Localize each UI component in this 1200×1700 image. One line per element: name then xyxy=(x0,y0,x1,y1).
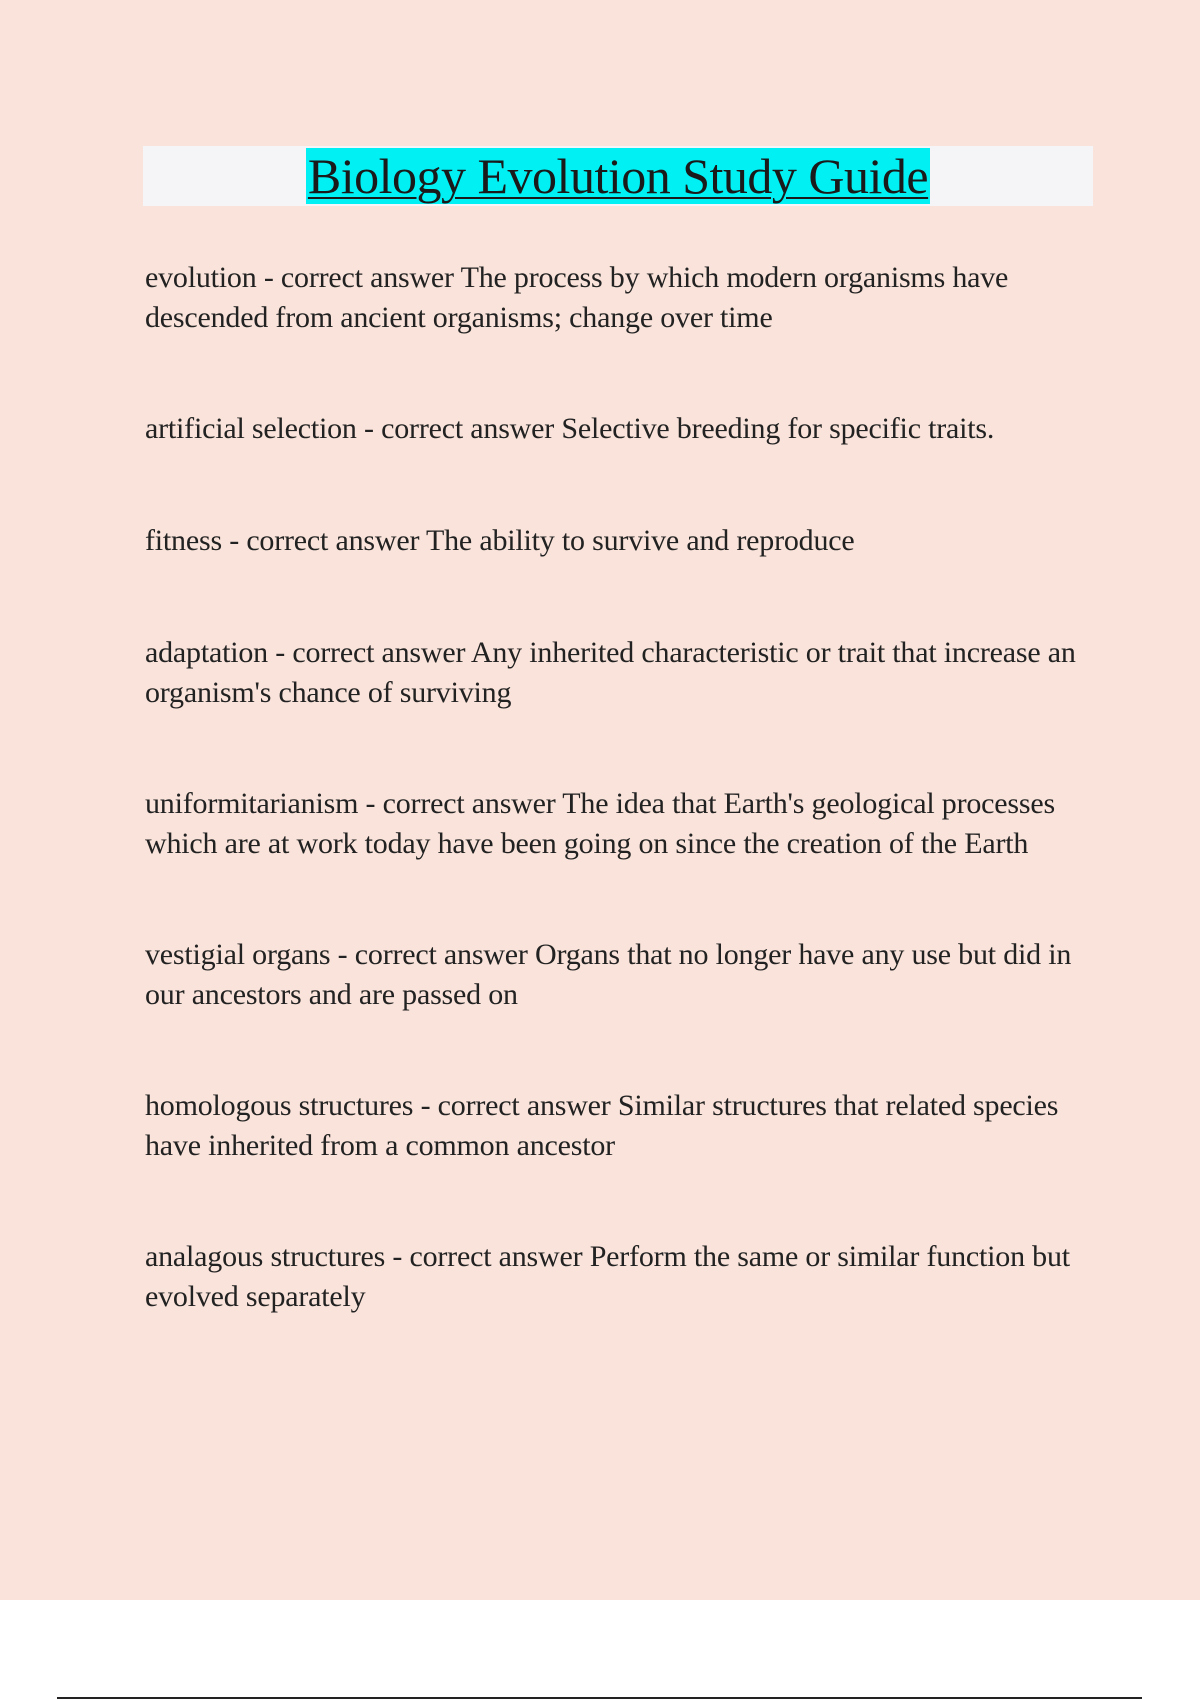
entry-adaptation: adaptation - correct answer Any inherited characteristic or trait that increase an organism's chance of surviving xyxy=(145,636,1076,709)
entry-evolution: evolution - correct answer The process by which modern organisms have descended from ancient organisms; change over time xyxy=(145,261,1009,334)
entry-uniformitarianism: uniformitarianism - correct answer The idea that Earth's geological processes which are at work today have been going on since the creation of the Earth xyxy=(145,787,1055,860)
entry-artificial-selection: artificial selection - correct answer Selective breeding for specific traits. xyxy=(145,412,995,445)
entry-homologous-structures: homologous structures - correct answer Similar structures that related species have inherited from a common ancestor xyxy=(145,1089,1059,1162)
title-highlight: Biology Evolution Study Guide xyxy=(307,148,929,204)
page-title xyxy=(306,146,930,206)
entry-fitness: fitness - correct answer The ability to survive and reproduce xyxy=(145,524,855,557)
entry-list xyxy=(145,258,1095,1388)
footer-divider xyxy=(57,1697,1142,1699)
entry-analagous-structures: analagous structures - correct answer Perform the same or similar function but evolved separately xyxy=(145,1240,1070,1313)
title-band xyxy=(143,146,1093,206)
entry-vestigial-organs: vestigial organs - correct answer Organs that no longer have any use but did in our ancestors and are passed on xyxy=(145,938,1072,1011)
